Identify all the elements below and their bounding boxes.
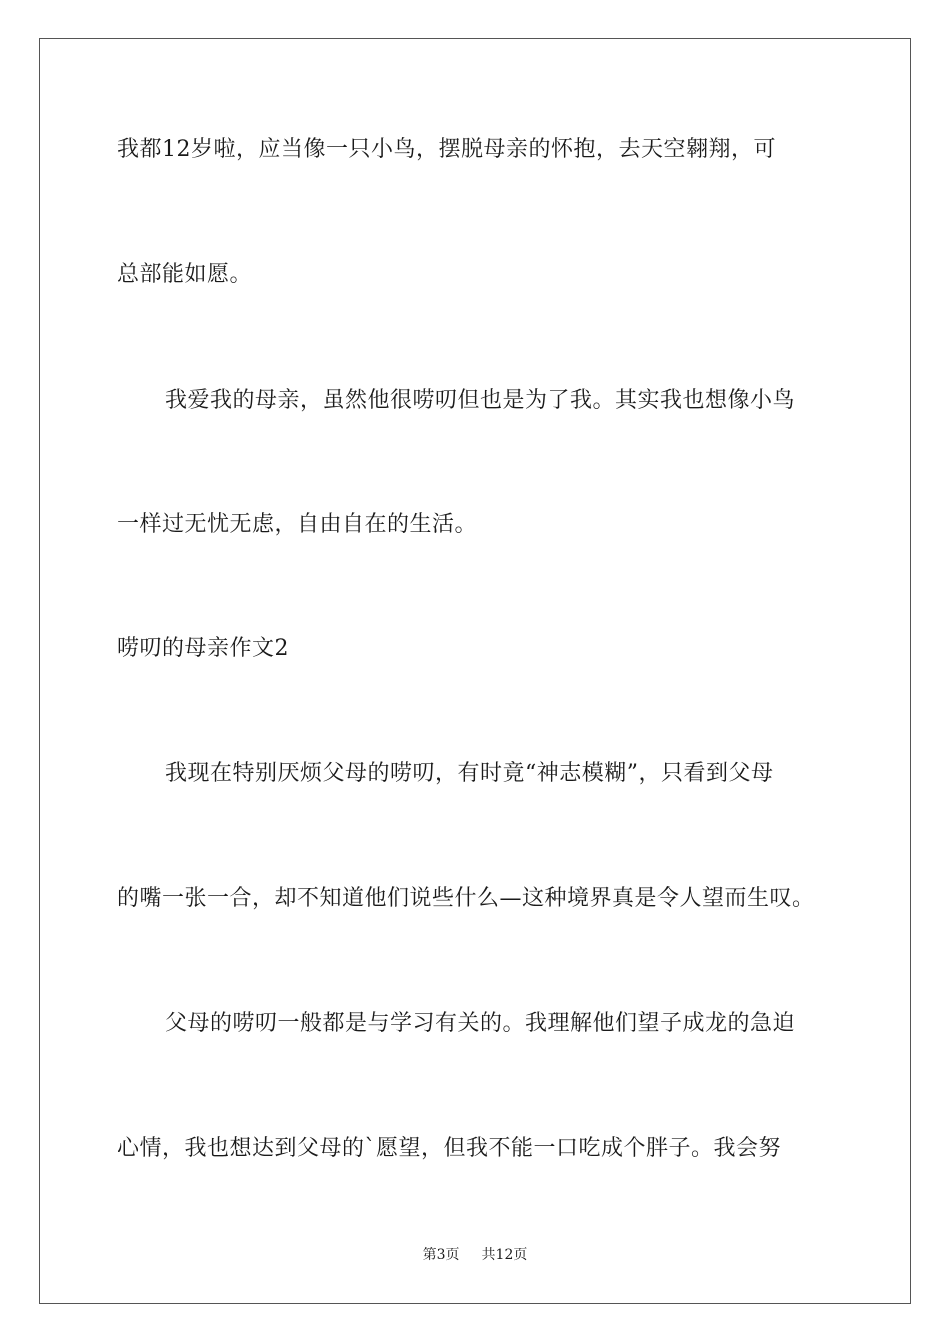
paragraph-line-8: 父母的唠叨一般都是与学习有关的。我理解他们望子成龙的急迫 xyxy=(165,1011,796,1036)
page-number: 第3页 xyxy=(422,1247,460,1263)
paragraph-line-1: 我都12岁啦，应当像一只小鸟，摆脱母亲的怀抱，去天空翱翔，可 xyxy=(117,137,776,162)
paragraph-line-3: 我爱我的母亲，虽然他很唠叨但也是为了我。其实我也想像小鸟 xyxy=(165,388,796,413)
paragraph-line-6: 我现在特别厌烦父母的唠叨，有时竟“神志模糊”，只看到父母 xyxy=(165,761,774,786)
paragraph-line-9: 心情，我也想达到父母的`愿望，但我不能一口吃成个胖子。我会努 xyxy=(117,1136,782,1161)
paragraph-line-4: 一样过无忧无虑，自由自在的生活。 xyxy=(117,512,478,537)
page-border xyxy=(39,38,911,1304)
paragraph-line-7: 的嘴一张一合，却不知道他们说些什么—这种境界真是令人望而生叹。 xyxy=(117,886,815,911)
paragraph-line-2: 总部能如愿。 xyxy=(117,262,253,287)
page-footer xyxy=(0,1246,950,1264)
page-total: 共12页 xyxy=(481,1247,528,1263)
section-heading: 唠叨的母亲作文2 xyxy=(117,636,289,661)
